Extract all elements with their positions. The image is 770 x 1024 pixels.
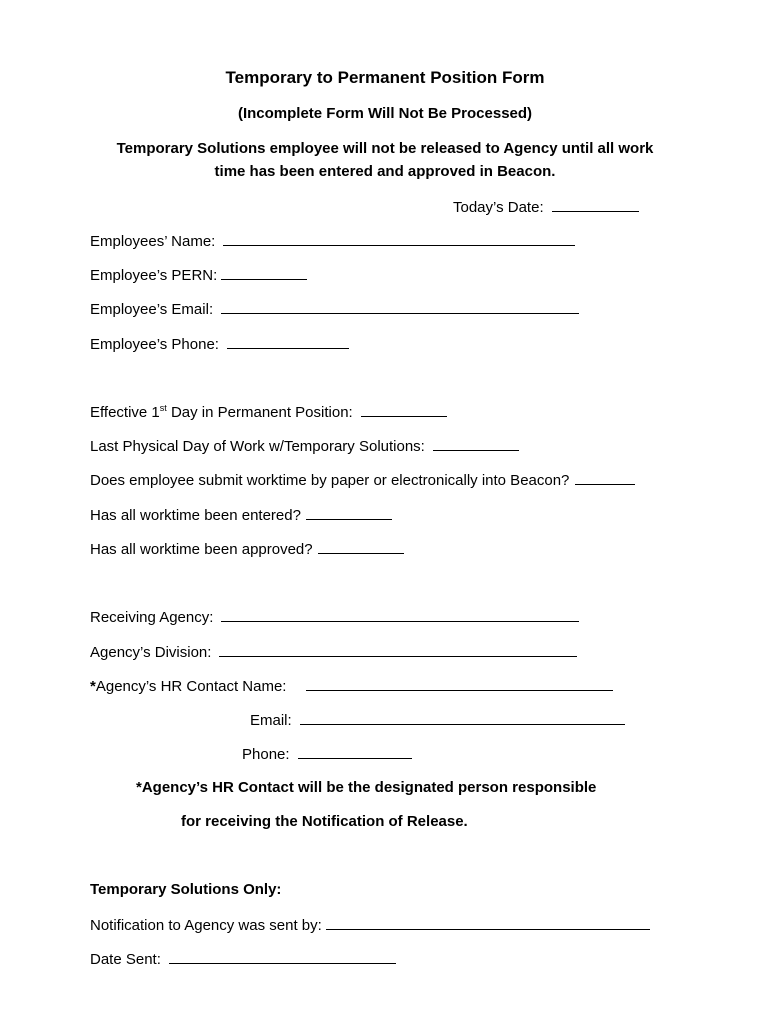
employee-name-label: Employees’ Name: <box>90 233 216 250</box>
worktime-method-row <box>90 471 635 489</box>
notice-line-2: time has been entered and approved in Beacon. <box>214 163 556 180</box>
todays-date-row <box>453 198 639 216</box>
todays-date-field[interactable] <box>552 198 639 212</box>
form-title: Temporary to Permanent Position Form <box>225 68 545 87</box>
agency-division-field[interactable] <box>219 643 577 657</box>
hr-phone-label: Phone: <box>242 746 290 763</box>
worktime-entered-row <box>90 506 392 524</box>
employee-name-row <box>90 232 575 250</box>
hr-email-row <box>250 711 625 729</box>
last-day-row <box>90 437 519 455</box>
hr-contact-asterisk: * <box>90 678 96 695</box>
notification-label: Notification to Agency was sent by: <box>90 917 322 934</box>
employee-pern-row <box>90 266 307 284</box>
employee-email-label: Employee’s Email: <box>90 301 214 318</box>
employee-name-field[interactable] <box>223 232 575 246</box>
notice-line-1: Temporary Solutions employee will not be released to Agency until all work <box>116 140 654 157</box>
form-subtitle: (Incomplete Form Will Not Be Processed) <box>237 105 533 122</box>
employee-phone-field[interactable] <box>227 335 349 349</box>
worktime-approved-row <box>90 540 404 558</box>
effective-day-label <box>90 404 353 421</box>
employee-pern-label: Employee’s PERN: <box>90 267 218 284</box>
employee-pern-field[interactable] <box>221 266 307 280</box>
employee-email-row <box>90 300 579 318</box>
todays-date-label: Today’s Date: <box>453 199 544 216</box>
notification-field[interactable] <box>326 916 650 930</box>
hr-contact-row <box>90 677 613 695</box>
date-sent-row <box>90 950 396 968</box>
last-day-field[interactable] <box>433 437 519 451</box>
hr-email-field[interactable] <box>300 711 625 725</box>
hr-note-line-2: for receiving the Notification of Release. <box>181 813 468 830</box>
ts-only-heading: Temporary Solutions Only: <box>90 881 282 898</box>
worktime-approved-field[interactable] <box>318 540 404 554</box>
hr-email-label: Email: <box>250 712 292 729</box>
employee-email-field[interactable] <box>221 300 579 314</box>
worktime-method-field[interactable] <box>575 471 635 485</box>
hr-contact-label: Agency’s HR Contact Name: <box>95 678 287 695</box>
receiving-agency-field[interactable] <box>221 608 579 622</box>
employee-phone-label: Employee’s Phone: <box>90 336 219 353</box>
last-day-label: Last Physical Day of Work w/Temporary Solutions: <box>90 438 425 455</box>
receiving-agency-row <box>90 608 579 626</box>
agency-division-label: Agency’s Division: <box>90 644 212 661</box>
effective-day-label-sup: st <box>159 403 167 413</box>
effective-day-field[interactable] <box>361 403 447 417</box>
hr-phone-row <box>242 745 412 763</box>
worktime-method-label: Does employee submit worktime by paper or electronically into Beacon? <box>90 472 570 489</box>
employee-phone-row <box>90 335 349 353</box>
effective-day-row <box>90 403 447 421</box>
worktime-entered-label: Has all worktime been entered? <box>90 507 301 524</box>
effective-day-label-suffix: Day in Permanent Position: <box>166 404 353 421</box>
hr-phone-field[interactable] <box>298 745 412 759</box>
date-sent-field[interactable] <box>169 950 396 964</box>
hr-contact-field[interactable] <box>306 677 613 691</box>
agency-division-row <box>90 643 577 661</box>
worktime-entered-field[interactable] <box>306 506 392 520</box>
date-sent-label: Date Sent: <box>90 951 161 968</box>
receiving-agency-label: Receiving Agency: <box>90 609 214 626</box>
worktime-approved-label: Has all worktime been approved? <box>90 541 313 558</box>
effective-day-label-prefix: Effective 1 <box>90 404 160 421</box>
hr-note-line-1: *Agency’s HR Contact will be the designated person responsible <box>136 779 597 796</box>
notification-row <box>90 916 650 934</box>
